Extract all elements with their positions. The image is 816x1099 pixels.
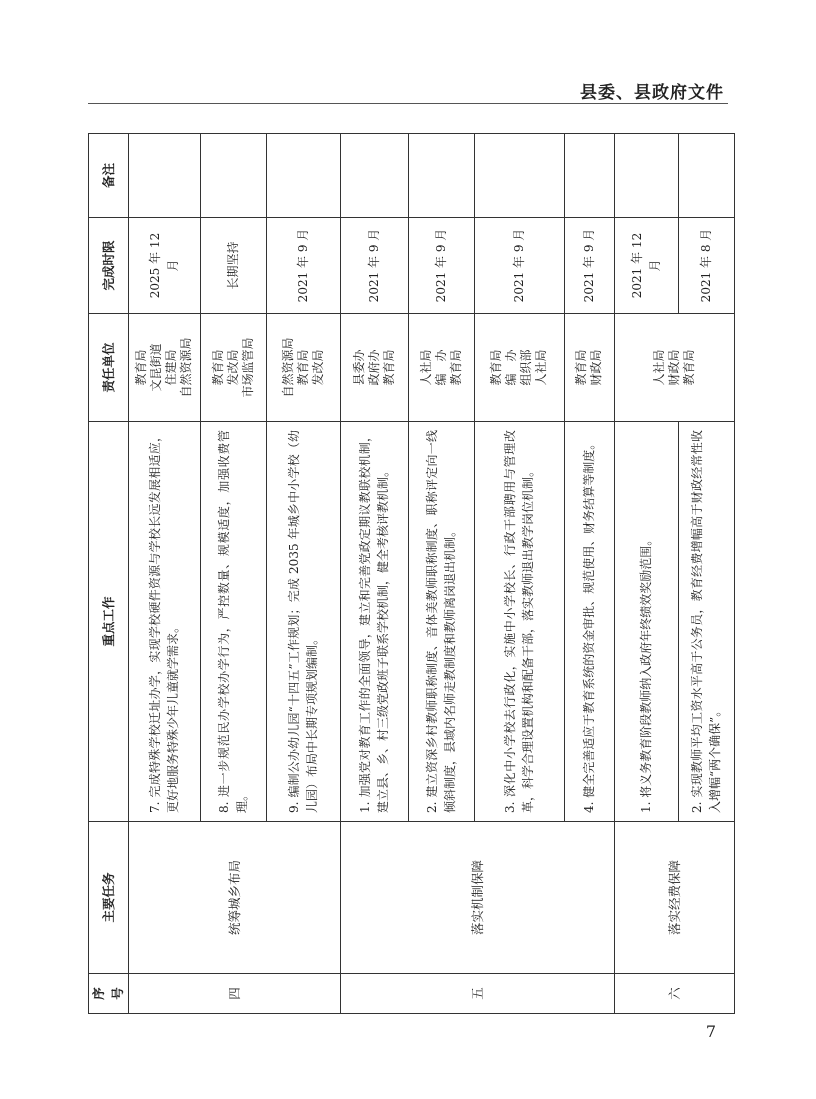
note-cell	[474, 134, 564, 218]
column-header-deadline: 完成时限	[89, 218, 129, 314]
key-work-cell: 4. 健全完善适应于教育系统的资金审批、规范使用、财务结算等制度。	[564, 422, 614, 822]
key-work-cell: 1. 将义务教育阶段教师纳入政府年终绩效奖励范围。	[614, 422, 678, 822]
unit-name: 发改局	[225, 349, 240, 386]
column-header-seq: 序号	[89, 974, 129, 1014]
unit-name: 自然资源局	[179, 337, 194, 398]
deadline-cell: 2021 年 9 月	[408, 218, 474, 314]
work-plan-table	[88, 133, 735, 1014]
note-cell	[340, 134, 408, 218]
table-row	[340, 134, 408, 1014]
note-cell	[266, 134, 340, 218]
unit-name: 财政局	[666, 349, 681, 386]
unit-name: 组织部	[519, 349, 534, 386]
group-seq-cell: 五	[340, 974, 614, 1014]
group-seq-cell: 六	[614, 974, 734, 1014]
unit-name: 教育局	[295, 349, 310, 386]
deadline-cell: 2025 年 12 月	[128, 218, 200, 314]
unit-name: 教育局	[134, 349, 149, 386]
unit-name: 编 办	[504, 349, 519, 386]
unit-name: 教育局	[681, 349, 696, 386]
unit-name: 教育局	[489, 349, 504, 386]
responsible-unit-cell	[474, 314, 564, 422]
unit-name: 教育局	[448, 349, 463, 386]
note-cell	[200, 134, 266, 218]
table-header-row	[89, 134, 129, 1014]
unit-name: 住建局	[164, 349, 179, 386]
unit-name: 教育局	[210, 349, 225, 386]
column-header-main-task: 主要任务	[89, 822, 129, 974]
main-task-cell: 统筹城乡布局	[128, 822, 340, 974]
key-work-cell: 2. 实现教师平均工资水平高于公务员，教育经费增幅高于财政经常性收入增幅“两个确保”。	[678, 422, 734, 822]
responsible-unit-cell	[200, 314, 266, 422]
deadline-cell: 长期坚持	[200, 218, 266, 314]
table-row	[128, 134, 200, 1014]
note-cell	[408, 134, 474, 218]
note-cell	[128, 134, 200, 218]
main-task-cell: 落实经费保障	[614, 822, 734, 974]
header-divider	[88, 103, 728, 104]
unit-name: 人社局	[651, 349, 666, 386]
note-cell	[614, 134, 678, 218]
deadline-cell: 2021 年 9 月	[266, 218, 340, 314]
unit-name: 发改局	[310, 349, 325, 386]
unit-name: 教育局	[381, 349, 396, 386]
table-row	[614, 134, 678, 1014]
deadline-cell: 2021 年 9 月	[474, 218, 564, 314]
unit-name: 市场监管局	[240, 337, 255, 398]
unit-name: 人社局	[418, 349, 433, 386]
key-work-cell: 9. 编制公办幼儿园“十四五”工作规划；完成 2035 年城乡中小学校（幼儿园）布局中长期专项规划编制。	[266, 422, 340, 822]
note-cell	[564, 134, 614, 218]
main-task-cell: 落实机制保障	[340, 822, 614, 974]
unit-name: 文昆街道	[149, 343, 164, 392]
page-number: 7	[705, 1022, 716, 1041]
responsible-unit-cell	[564, 314, 614, 422]
column-header-note: 备注	[89, 134, 129, 218]
responsible-unit-cell	[614, 314, 734, 422]
unit-name: 县委办	[351, 349, 366, 386]
column-header-key-work: 重点工作	[89, 422, 129, 822]
document-header-title: 县委、县政府文件	[580, 83, 724, 103]
responsible-unit-cell	[408, 314, 474, 422]
unit-name: 教育局	[574, 349, 589, 386]
deadline-cell: 2021 年 8 月	[678, 218, 734, 314]
unit-name: 人社局	[534, 349, 549, 386]
unit-name: 政府办	[366, 349, 381, 386]
unit-name: 财政局	[589, 349, 604, 386]
deadline-cell: 2021 年 9 月	[340, 218, 408, 314]
group-seq-cell: 四	[128, 974, 340, 1014]
key-work-cell: 7. 完成特殊学校迁址办学，实现学校硬件资源与学校长远发展相适应，更好地服务特殊少年儿童就学需求。	[128, 422, 200, 822]
deadline-cell: 2021 年 12 月	[614, 218, 678, 314]
responsible-unit-cell	[340, 314, 408, 422]
key-work-cell: 1. 加强党对教育工作的全面领导，建立和完善党政定期议教联校机制，建立县、乡、村三级党政班子联系学校机制，健全考核评教机制。	[340, 422, 408, 822]
key-work-cell: 8. 进一步规范民办学校办学行为，严控数量、规模适度，加强收费管理。	[200, 422, 266, 822]
unit-name: 自然资源局	[280, 337, 295, 398]
key-work-cell: 2. 建立资深乡村教师职称制度、音体美教师职称制度、职称评定向一线倾斜制度，县域内名师走教制度和教师离岗退出机制。	[408, 422, 474, 822]
responsible-unit-cell	[266, 314, 340, 422]
deadline-cell: 2021 年 9 月	[564, 218, 614, 314]
responsible-unit-cell	[128, 314, 200, 422]
unit-name: 编 办	[433, 349, 448, 386]
column-header-responsible-unit: 责任单位	[89, 314, 129, 422]
key-work-cell: 3. 深化中小学校去行政化，实施中小学校长、行政干部聘用与管理改革，科学合理设置机构和配备干部，落实教师退出教学岗位机制。	[474, 422, 564, 822]
rotated-table-container	[88, 134, 728, 1014]
note-cell	[678, 134, 734, 218]
